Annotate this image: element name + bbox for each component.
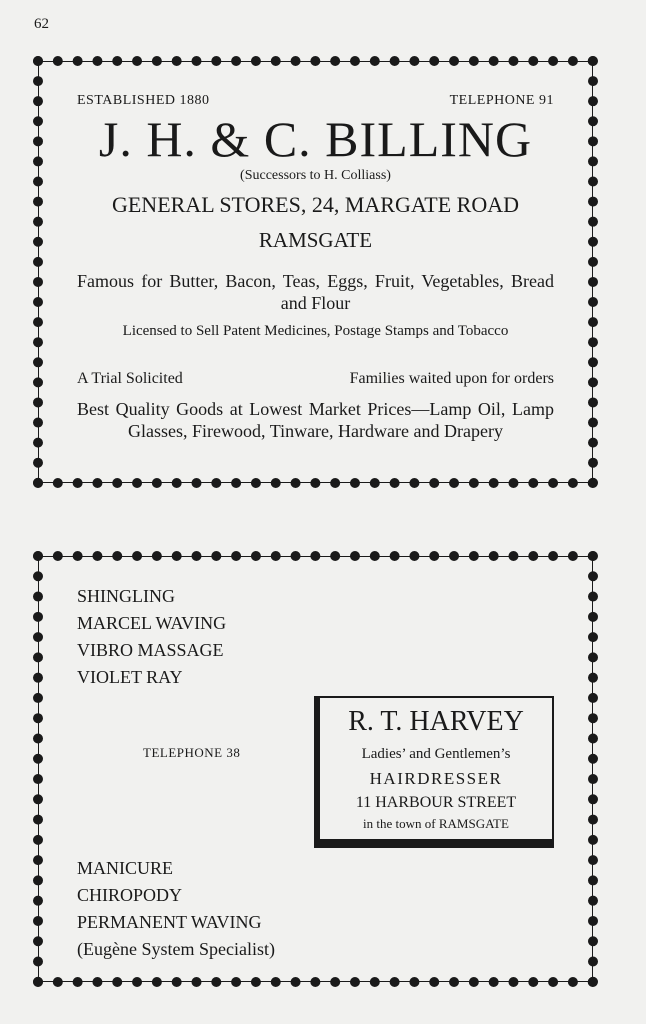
services-list-top — [77, 583, 226, 691]
established-text: ESTABLISHED 1880 — [77, 93, 210, 108]
service-item: PERMANENT WAVING — [77, 912, 262, 932]
best-quality-text: Best Quality Goods at Lowest Market Prices—Lamp Oil, Lamp Glasses, Firewood, Tinware, Hardware and Drapery — [77, 399, 554, 441]
service-item: VIBRO MASSAGE — [77, 640, 224, 660]
hairdresser-name-box — [314, 696, 554, 848]
clientele-text: Ladies’ and Gentlemen’s — [361, 746, 511, 762]
stores-address: GENERAL STORES, 24, MARGATE ROAD — [111, 192, 520, 217]
service-item: MARCEL WAVING — [77, 613, 227, 633]
town-name: RAMSGATE — [258, 228, 373, 252]
licensed-text: Licensed to Sell Patent Medicines, Postage Stamps and Tobacco — [122, 323, 509, 339]
street-address: 11 HARBOUR STREET — [355, 794, 517, 811]
successors-note: (Successors to H. Colliass) — [240, 168, 391, 183]
trial-text: A Trial Solicited — [77, 370, 183, 387]
service-item: MANICURE — [77, 858, 174, 878]
families-text: Families waited upon for orders — [349, 370, 554, 387]
service-item: VIOLET RAY — [77, 667, 183, 687]
harvey-advertisement — [33, 551, 598, 987]
page-number: 62 — [34, 16, 49, 32]
telephone-text: TELEPHONE 38 — [143, 745, 241, 760]
shop-title: J. H. & C. BILLING — [98, 111, 533, 167]
billing-advertisement — [33, 56, 598, 488]
service-item: CHIROPODY — [77, 885, 183, 905]
services-list-bottom — [77, 855, 275, 963]
town-text: in the town of RAMSGATE — [363, 816, 509, 831]
famous-for-text: Famous for Butter, Bacon, Teas, Eggs, Fruit, Vegetables, Bread and Flour — [77, 271, 554, 313]
hairdresser-name: R. T. HARVEY — [348, 706, 524, 737]
service-item: (Eugène System Specialist) — [77, 939, 275, 959]
service-item: SHINGLING — [77, 586, 175, 606]
telephone-text: TELEPHONE 91 — [449, 93, 554, 108]
profession-text: HAIRDRESSER — [369, 769, 503, 788]
